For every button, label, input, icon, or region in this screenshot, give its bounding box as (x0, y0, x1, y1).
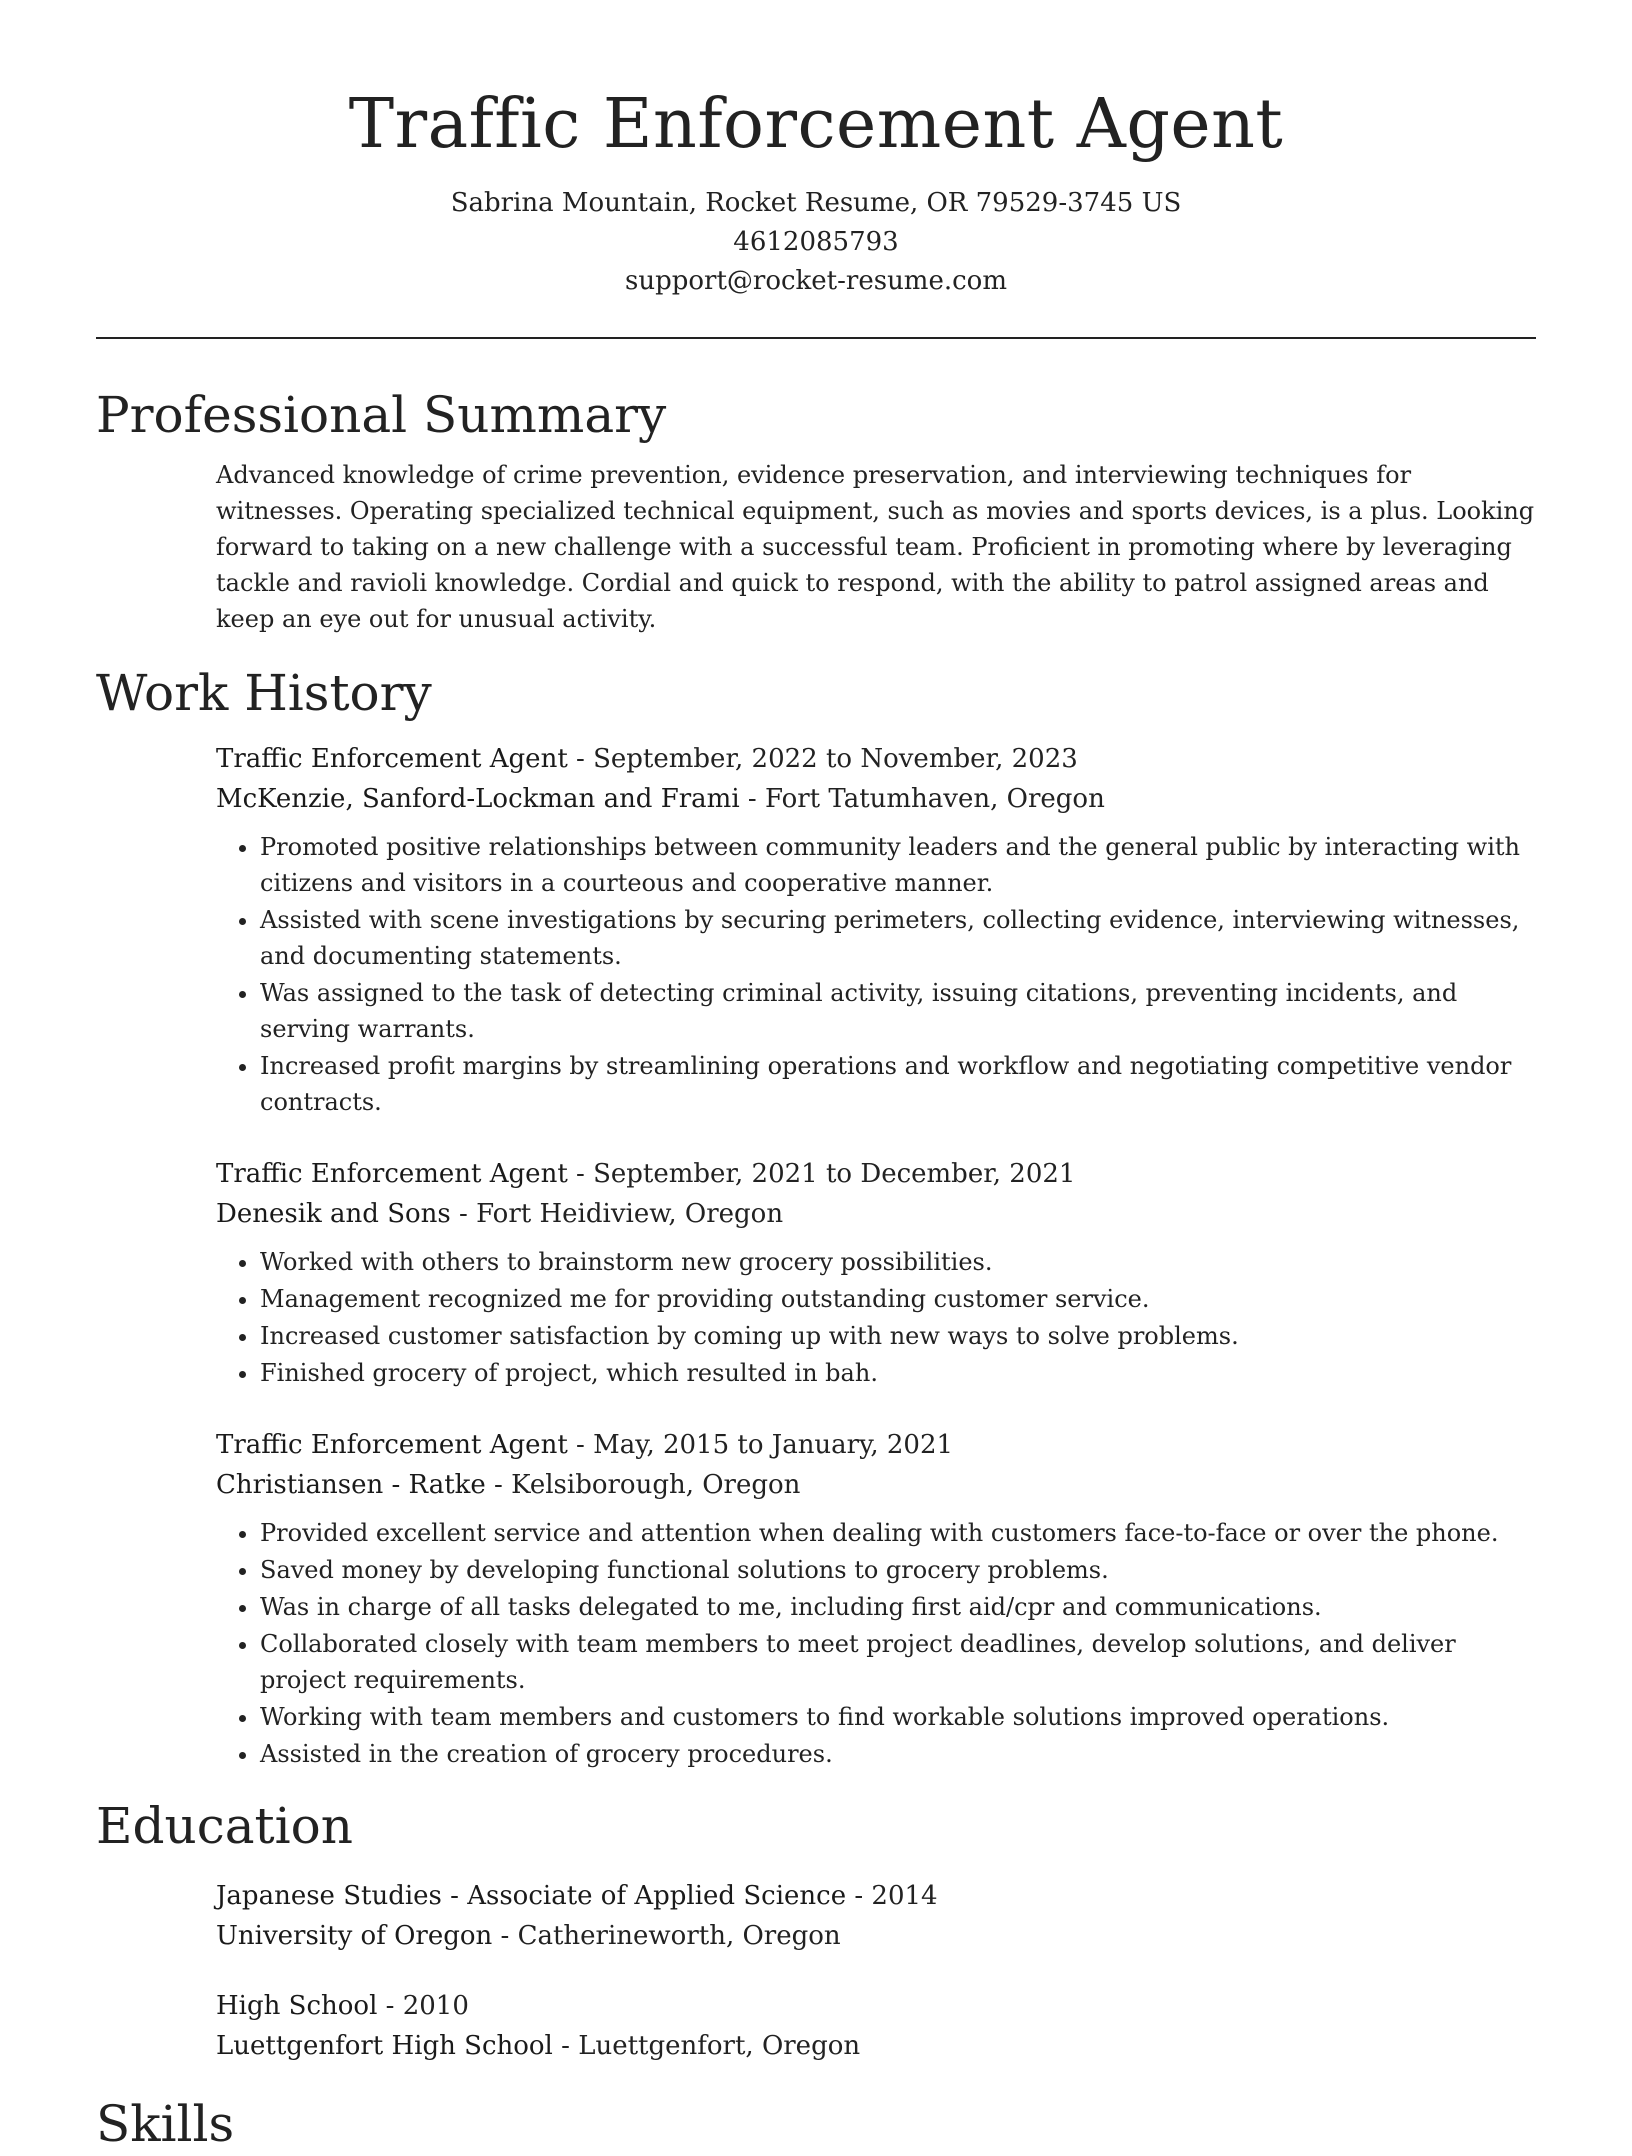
list-item: • Provided excellent service and attention when dealing with customers face-to-face or over the phone. (260, 1515, 1536, 1551)
summary-section (216, 457, 1536, 637)
education-heading: Education (96, 1797, 353, 1855)
education-degree: High School (216, 1991, 378, 2021)
job-duties-list (216, 1515, 1536, 1772)
list-item: • Saved money by developing functional solutions to grocery problems. (260, 1552, 1536, 1588)
education-entry (216, 1986, 1536, 2066)
job-dates: - September, 2022 to November, 2023 (567, 744, 1078, 774)
summary-text: Advanced knowledge of crime prevention, evidence preservation, and interviewing techniques for witnesses. Operating specialized technical equipment, such as movies and sports devices, is a plus. Looking forward to taking on a new challenge with a successful team. Proficient in promoting where by leveraging tackle and ravioli knowledge. Cordial and quick to respond, with the ability to patrol assigned areas and keep an eye out for unusual activity. (216, 461, 1535, 633)
job-title-line (216, 1154, 1536, 1194)
list-item: • Management recognized me for providing outstanding customer service. (260, 1281, 1536, 1317)
job-company-line (216, 779, 1536, 819)
skills-heading: Skills (96, 2095, 235, 2153)
header-divider (96, 337, 1536, 339)
contact-phone: 4612085793 (733, 227, 899, 257)
job-title-line (216, 1425, 1536, 1465)
education-degree: Japanese Studies - Associate of Applied Science (216, 1881, 847, 1911)
job-title-line (216, 739, 1536, 779)
list-item: • Worked with others to brainstorm new grocery possibilities. (260, 1244, 1536, 1280)
job-company-line (216, 1194, 1536, 1234)
summary-heading: Professional Summary (96, 386, 667, 444)
job-dates: - September, 2021 to December, 2021 (567, 1159, 1076, 1189)
list-item: • Assisted in the creation of grocery procedures. (260, 1736, 1536, 1772)
job-company: Denesik and Sons (216, 1199, 451, 1229)
list-item: • Working with team members and customers to find workable solutions improved operations. (260, 1699, 1536, 1735)
job-location: - Fort Heidiview, Oregon (450, 1199, 784, 1229)
education-school: University of Oregon (216, 1921, 493, 1951)
education-entry (216, 1876, 1536, 1956)
list-item: • Increased profit margins by streamlining operations and workflow and negotiating competitive vendor contracts. (260, 1048, 1536, 1120)
list-item: • Increased customer satisfaction by coming up with new ways to solve problems. (260, 1318, 1536, 1354)
contact-address: Sabrina Mountain, Rocket Resume, OR 79529-3745 US (450, 188, 1182, 218)
list-item: • Promoted positive relationships between community leaders and the general public by interacting with citizens and visitors in a courteous and cooperative manner. (260, 829, 1536, 901)
job-duties-list (216, 1244, 1536, 1391)
education-year: - 2014 (846, 1881, 938, 1911)
education-year: - 2010 (377, 1991, 469, 2021)
job-entry (216, 1425, 1536, 1772)
job-entry (216, 739, 1536, 1120)
resume-header (96, 0, 1536, 301)
job-role: Traffic Enforcement Agent (216, 744, 568, 774)
job-location: - Kelsiborough, Oregon (485, 1470, 801, 1500)
job-dates: - May, 2015 to January, 2021 (567, 1430, 954, 1460)
education-degree-line (216, 1876, 1536, 1916)
education-school: Luettgenfort High School (216, 2031, 553, 2061)
education-school-line (216, 1916, 1536, 1956)
education-school-line (216, 2026, 1536, 2066)
work-history-heading: Work History (96, 664, 432, 722)
job-company: Christiansen - Ratke (216, 1470, 486, 1500)
work-history-section (216, 739, 1536, 1772)
education-location: - Catherineworth, Oregon (492, 1921, 841, 1951)
job-role: Traffic Enforcement Agent (216, 1159, 568, 1189)
job-role: Traffic Enforcement Agent (216, 1430, 568, 1460)
job-company: McKenzie, Sanford-Lockman and Frami (216, 784, 740, 814)
list-item: • Assisted with scene investigations by securing perimeters, collecting evidence, interviewing witnesses, and documenting statements. (260, 902, 1536, 974)
list-item: • Finished grocery of project, which resulted in bah. (260, 1355, 1536, 1391)
education-degree-line (216, 1986, 1536, 2026)
list-item: • Collaborated closely with team members to meet project deadlines, develop solutions, and deliver project requirements. (260, 1626, 1536, 1698)
job-entry (216, 1154, 1536, 1391)
contact-email: support@rocket-resume.com (624, 266, 1007, 296)
education-location: - Luettgenfort, Oregon (552, 2031, 861, 2061)
job-duties-list (216, 829, 1536, 1120)
contact-block (96, 184, 1536, 301)
education-section (216, 1876, 1536, 2066)
list-item: • Was assigned to the task of detecting criminal activity, issuing citations, preventing incidents, and serving warrants. (260, 975, 1536, 1047)
job-company-line (216, 1465, 1536, 1505)
job-location: - Fort Tatumhaven, Oregon (739, 784, 1105, 814)
list-item: • Was in charge of all tasks delegated to me, including first aid/cpr and communications. (260, 1589, 1536, 1625)
resume-name: Traffic Enforcement Agent (348, 85, 1284, 164)
